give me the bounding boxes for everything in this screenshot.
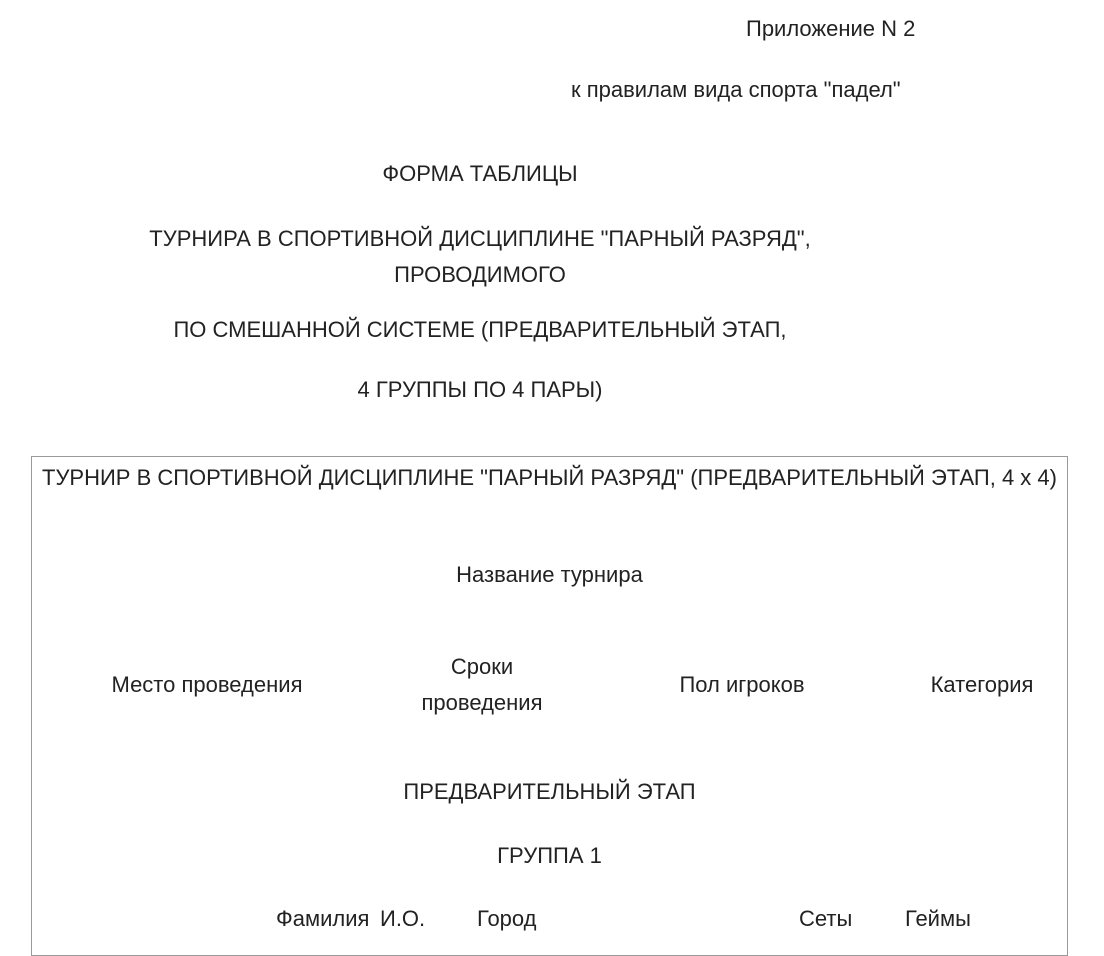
category-label: Категория <box>930 672 1034 697</box>
form-subtitle-line-2: ПО СМЕШАННОЙ СИСТЕМЕ (ПРЕДВАРИТЕЛЬНЫЙ ЭТАП, <box>173 317 787 342</box>
column-header-surname: Фамилия <box>276 906 370 931</box>
dates-label: Сроки проведения <box>421 654 543 715</box>
column-header-sets: Сеты <box>799 906 853 931</box>
form-title: ФОРМА ТАБЛИЦЫ <box>382 161 578 186</box>
table-title: ТУРНИР В СПОРТИВНОЙ ДИСЦИПЛИНЕ "ПАРНЫЙ РАЗРЯД" (ПРЕДВАРИТЕЛЬНЫЙ ЭТАП, 4 x 4) <box>42 465 1057 490</box>
appendix-label: Приложение N 2 <box>746 16 916 41</box>
group-heading: ГРУППА 1 <box>497 843 602 868</box>
venue-label: Место проведения <box>111 672 303 697</box>
tournament-table <box>31 456 1068 956</box>
player-gender-label: Пол игроков <box>679 672 805 697</box>
form-subtitle-line-3: 4 ГРУППЫ ПО 4 ПАРЫ) <box>357 377 603 402</box>
stage-heading: ПРЕДВАРИТЕЛЬНЫЙ ЭТАП <box>403 779 696 804</box>
column-header-city: Город <box>477 906 537 931</box>
form-subtitle-line-1: ТУРНИРА В СПОРТИВНОЙ ДИСЦИПЛИНЕ "ПАРНЫЙ РАЗРЯД", ПРОВОДИМОГО <box>149 226 811 287</box>
appendix-subtitle: к правилам вида спорта "падел" <box>571 77 901 102</box>
tournament-name-label: Название турнира <box>456 562 643 587</box>
column-header-games: Геймы <box>905 906 971 931</box>
column-header-initials: И.О. <box>380 906 426 931</box>
